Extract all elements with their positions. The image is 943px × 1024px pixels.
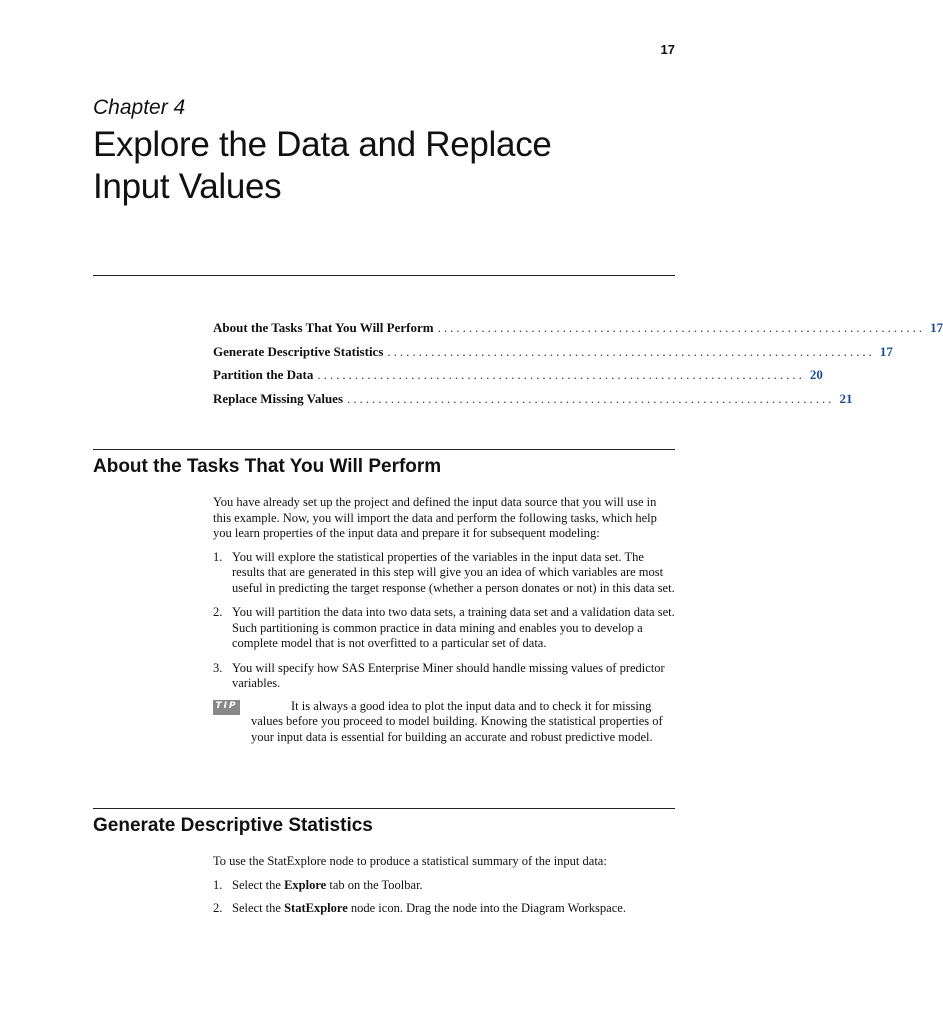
toc-entry-title[interactable]: Partition the Data <box>213 367 314 382</box>
explore-tab-reference: Explore <box>284 877 327 892</box>
list-item-text: You will partition the data into two data sets, a training data set and a validation data set. Such partitioning is common practice in data mining and enables you to develop a complete model that is not overfitted to a particular set of data. <box>232 605 675 650</box>
list-item-number: 2. <box>213 605 223 619</box>
toc-entry-page-link[interactable]: 17 <box>879 343 893 359</box>
toc-entry[interactable] <box>213 367 823 391</box>
toc-leader-dots: .............................................................................. <box>387 343 875 359</box>
list-item <box>213 661 675 692</box>
table-of-contents <box>213 320 943 414</box>
list-item-number: 1. <box>213 549 223 564</box>
page-number: 17 <box>660 42 675 57</box>
step-text-prefix: Select the <box>232 901 285 915</box>
toc-entry-title[interactable]: About the Tasks That You Will Perform <box>213 320 434 335</box>
tip-badge: TIP <box>213 700 240 715</box>
toc-entry-page-link[interactable]: 21 <box>839 390 853 406</box>
list-item <box>213 901 675 917</box>
chapter-label: Chapter 4 <box>93 96 186 119</box>
step-text-prefix: Select the <box>232 877 285 892</box>
toc-entry-title[interactable]: Generate Descriptive Statistics <box>213 343 384 359</box>
divider <box>93 808 675 809</box>
section-generate-body <box>213 854 675 917</box>
list-item-text <box>232 901 675 917</box>
list-item-number: 2. <box>213 901 223 915</box>
toc-entry-page-link[interactable]: 20 <box>809 367 823 382</box>
toc-entry[interactable] <box>213 390 853 415</box>
tip-note <box>213 699 675 746</box>
list-item-number: 3. <box>213 660 223 675</box>
section-about-body <box>213 495 675 745</box>
statexplore-node-reference: StatExplore <box>284 901 348 915</box>
list-item-number: 1. <box>213 877 223 892</box>
toc-leader-dots: .............................................................................. <box>347 390 835 406</box>
list-item <box>213 550 675 597</box>
toc-leader-dots: .............................................................................. <box>317 367 805 382</box>
tip-text-container <box>232 699 675 746</box>
chapter-title-line2: Input Values <box>93 167 282 206</box>
tip-text: It is always a good idea to plot the input data and to check it for missing values before you proceed to model building. Knowing the statistical properties of your input data is essential for building an accurate and robust predictive model. <box>251 698 663 744</box>
divider <box>93 275 675 276</box>
section-heading-about: About the Tasks That You Will Perform <box>93 456 442 477</box>
list-item <box>213 878 675 894</box>
step-text-suffix: node icon. Drag the node into the Diagram Workspace. <box>347 901 626 915</box>
toc-entry-title[interactable]: Replace Missing Values <box>213 390 344 406</box>
list-item-text: You will explore the statistical properties of the variables in the input data set. The results that are generated in this step will give you an idea of which variables are most useful in predicting the target response (whether a person donates or not) in this data set. <box>232 549 675 595</box>
step-text-suffix: tab on the Toolbar. <box>326 877 423 892</box>
chapter-title-line1: Explore the Data and Replace <box>93 125 552 164</box>
chapter-title <box>93 124 552 208</box>
toc-entry-page-link[interactable]: 17 <box>930 320 943 335</box>
list-item-text: You will specify how SAS Enterprise Miner should handle missing values of predictor variables. <box>232 660 665 690</box>
section-generate-intro: To use the StatExplore node to produce a statistical summary of the input data: <box>213 854 607 868</box>
toc-entry[interactable] <box>213 343 893 368</box>
list-item-text <box>232 878 675 894</box>
list-item <box>213 605 675 652</box>
section-heading-generate: Generate Descriptive Statistics <box>93 815 373 836</box>
divider <box>93 449 675 450</box>
toc-entry[interactable] <box>213 320 943 344</box>
toc-leader-dots: .............................................................................. <box>437 320 926 335</box>
section-about-intro: You have already set up the project and defined the input data source that you will use in this example. Now, you will import the data and perform the following tasks, which help you learn properties of the input data and prepare it for subsequent modeling: <box>213 495 657 540</box>
